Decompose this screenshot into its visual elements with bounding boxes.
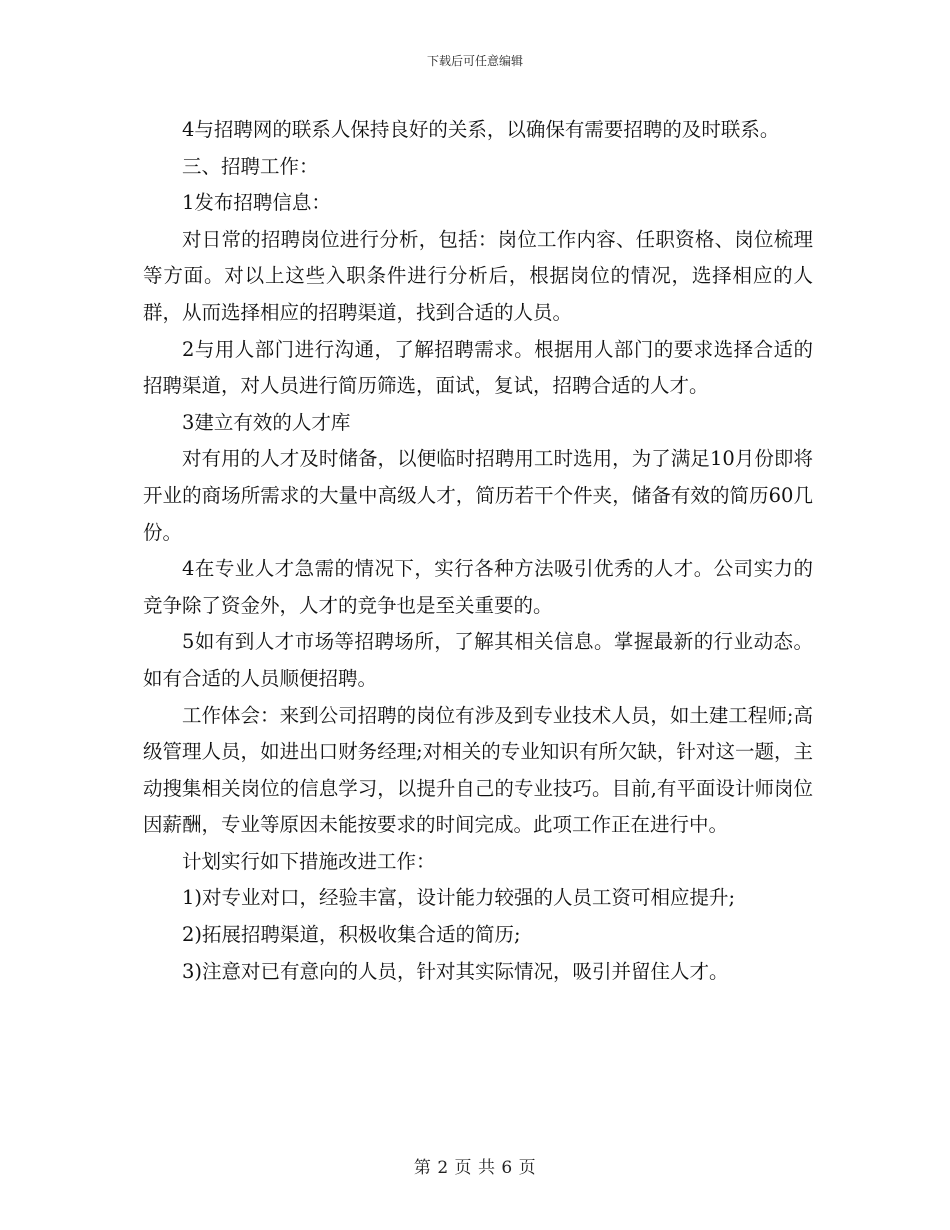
page-header: 下载后可任意编辑 [426,54,523,68]
subheading-publish-info: 1发布招聘信息： [182,191,331,215]
list-item-channels: 2)拓展招聘渠道，积极收集合适的简历; [182,923,521,947]
paragraph-improvement-plan: 计划实行如下措施改进工作： [182,849,436,873]
page-number-footer: 第 2 页 共 6 页 [413,1158,537,1178]
list-item-salary: 1)对专业对口，经验丰富，设计能力较强的人员工资可相应提升; [182,886,736,910]
section-heading-recruitment: 三、招聘工作： [182,154,319,178]
list-item-retention: 3)注意对已有意向的人员，针对其实际情况，吸引并留住人才。 [182,959,729,983]
paragraph-position-analysis: 对日常的招聘岗位进行分析，包括：岗位工作内容、任职资格、岗位梳理等方面。对以上这些入职条件进行分析后，根据岗位的情况，选择相应的人群，从而选择相应的招聘渠道，找到合适的人员。 [143,227,813,324]
paragraph-department-communication: 2与用人部门进行沟通，了解招聘需求。根据用人部门的要求选择合适的招聘渠道，对人员进行简历筛选，面试，复试，招聘合适的人才。 [143,337,813,398]
paragraph-talent-market: 5如有到人才市场等招聘场所，了解其相关信息。掌握最新的行业动态。如有合适的人员顺便招聘。 [143,630,813,690]
paragraph-contact-maintenance: 4与招聘网的联系人保持良好的关系，以确保有需要招聘的及时联系。 [182,118,780,141]
paragraph-work-experience: 工作体会：来到公司招聘的岗位有涉及到专业技术人员，如土建工程师;高级管理人员，如进出口财务经理;对相关的专业知识有所欠缺，针对这一题，主动搜集相关岗位的信息学习，以提升自己的专业技巧。目前,有平面设计师岗位因薪酬，专业等原因未能按要求的时间完成。此项工作正在进行中。 [143,703,813,837]
paragraph-urgent-talent: 4在专业人才急需的情况下，实行各种方法吸引优秀的人才。公司实力的竞争除了资金外，人才的竞争也是至关重要的。 [143,557,813,617]
subheading-talent-pool: 3建立有效的人才库 [182,410,351,434]
paragraph-talent-reserve: 对有用的人才及时储备，以便临时招聘用工时选用，为了满足10月份即将开业的商场所需求的大量中高级人才，简历若干个件夹，储备有效的简历60几份。 [143,447,813,544]
document-body [143,112,813,990]
